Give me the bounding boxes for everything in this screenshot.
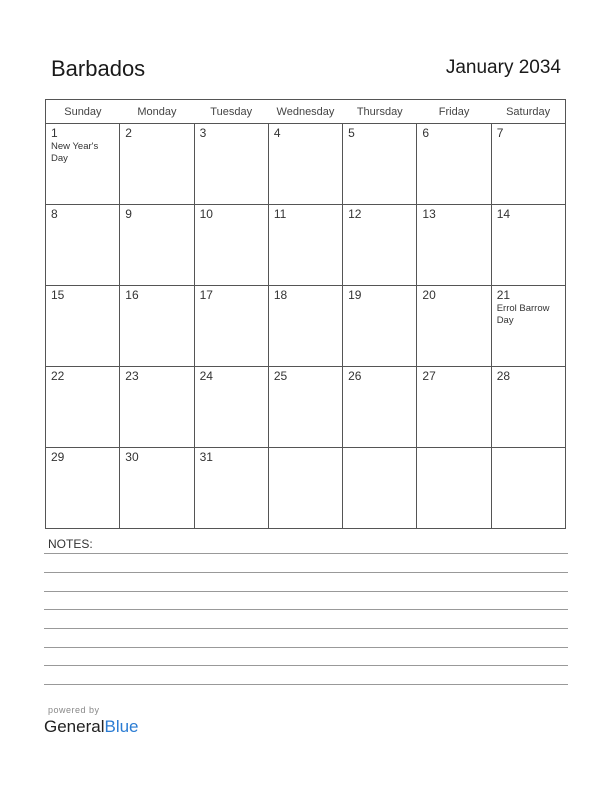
day-number: 26 [348, 369, 362, 383]
day-cell[interactable] [46, 367, 120, 448]
country-title: Barbados [51, 56, 146, 81]
day-number: 7 [496, 126, 504, 140]
day-number: 29 [51, 450, 65, 464]
weekday-header: Monday [120, 100, 194, 124]
week-row [46, 124, 566, 205]
weekday-header: Thursday [343, 100, 417, 124]
weekday-header: Wednesday [268, 100, 342, 124]
notes-line [44, 591, 568, 592]
calendar-grid [45, 99, 566, 529]
day-cell[interactable] [491, 286, 565, 367]
notes-line [44, 647, 568, 648]
notes-line [44, 609, 568, 610]
day-number: 11 [273, 207, 287, 221]
day-cell[interactable] [194, 205, 268, 286]
day-number: 8 [51, 207, 58, 221]
day-cell[interactable] [417, 367, 491, 448]
holiday-label: Errol Barrow Day [496, 303, 550, 326]
brand-general: General [44, 717, 105, 736]
day-cell[interactable] [343, 367, 417, 448]
day-number: 13 [422, 207, 436, 221]
day-cell[interactable] [194, 286, 268, 367]
day-cell[interactable] [120, 286, 194, 367]
week-row [46, 448, 566, 529]
day-number: 3 [199, 126, 207, 140]
day-cell[interactable] [491, 205, 565, 286]
day-cell[interactable] [268, 205, 342, 286]
day-number: 12 [348, 207, 362, 221]
day-number: 28 [496, 369, 511, 383]
day-number: 5 [348, 126, 355, 140]
brand-logo[interactable] [44, 717, 139, 737]
weekday-header: Sunday [46, 100, 120, 124]
day-cell[interactable] [343, 205, 417, 286]
day-cell[interactable] [491, 124, 565, 205]
weekday-header: Tuesday [194, 100, 268, 124]
day-number: 1 [51, 126, 58, 140]
day-cell[interactable] [120, 448, 194, 529]
notes-line [44, 684, 568, 685]
day-cell[interactable] [417, 205, 491, 286]
notes-label: NOTES: [48, 537, 93, 551]
day-cell[interactable] [268, 286, 342, 367]
day-number: 4 [273, 126, 281, 140]
day-number: 30 [125, 450, 139, 464]
day-number: 6 [422, 126, 430, 140]
day-number: 25 [273, 369, 288, 383]
day-number: 19 [348, 288, 362, 302]
day-cell[interactable] [120, 124, 194, 205]
day-number: 16 [125, 288, 139, 302]
day-cell[interactable] [268, 448, 342, 529]
weekday-header: Saturday [491, 100, 565, 124]
holiday-label: New Year's Day [51, 141, 99, 164]
day-cell[interactable] [491, 448, 565, 529]
day-cell[interactable] [491, 367, 565, 448]
day-number: 9 [125, 207, 132, 221]
day-number: 15 [51, 288, 65, 302]
day-cell[interactable] [120, 205, 194, 286]
brand-blue: Blue [104, 717, 139, 736]
day-cell[interactable] [268, 367, 342, 448]
day-cell[interactable] [417, 124, 491, 205]
day-number: 10 [199, 207, 213, 221]
day-number: 14 [496, 207, 511, 221]
week-row [46, 205, 566, 286]
day-number: 18 [273, 288, 288, 302]
day-cell[interactable] [46, 448, 120, 529]
day-cell[interactable] [46, 205, 120, 286]
day-cell[interactable] [268, 124, 342, 205]
day-number: 17 [199, 288, 213, 302]
day-cell[interactable] [194, 448, 268, 529]
day-number: 23 [125, 369, 139, 383]
notes-line [44, 572, 568, 573]
day-cell[interactable] [343, 124, 417, 205]
day-number: 21 [496, 288, 511, 302]
powered-by-text: powered by [48, 705, 100, 715]
notes-line [44, 665, 568, 666]
day-cell[interactable] [343, 448, 417, 529]
day-cell[interactable] [46, 124, 120, 205]
day-cell[interactable] [343, 286, 417, 367]
day-cell[interactable] [46, 286, 120, 367]
day-cell[interactable] [120, 367, 194, 448]
day-cell[interactable] [417, 448, 491, 529]
notes-line [44, 628, 568, 629]
day-cell[interactable] [417, 286, 491, 367]
day-number: 31 [199, 450, 213, 464]
month-year-title: January 2034 [445, 57, 561, 78]
week-row [46, 367, 566, 448]
day-cell[interactable] [194, 124, 268, 205]
day-number: 2 [125, 126, 132, 140]
day-cell[interactable] [194, 367, 268, 448]
weekday-header: Friday [417, 100, 491, 124]
day-number: 20 [422, 288, 436, 302]
week-row [46, 286, 566, 367]
notes-line [44, 553, 568, 554]
day-number: 22 [51, 369, 65, 383]
day-number: 27 [422, 369, 436, 383]
weekday-header-row [46, 100, 566, 124]
day-number: 24 [199, 369, 213, 383]
